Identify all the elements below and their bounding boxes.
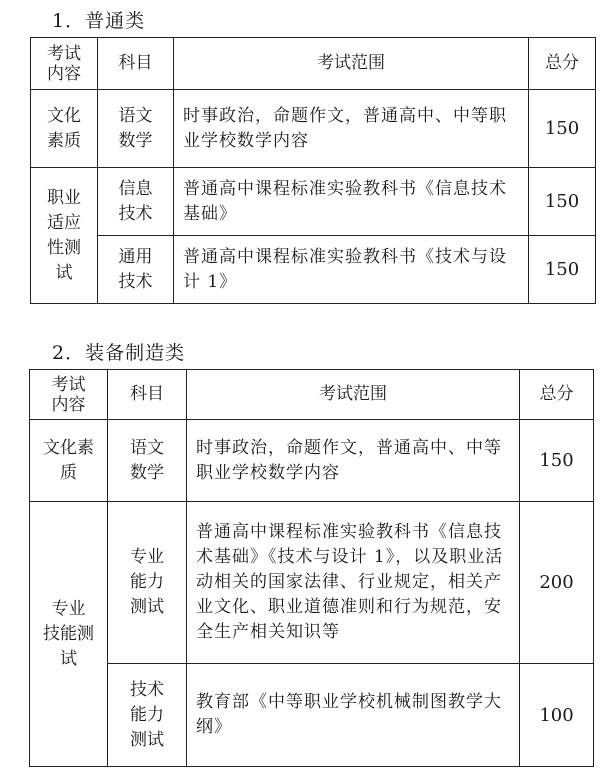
cell-content: 文化 素质: [31, 90, 98, 168]
cell-scope: 时事政治，命题作文，普通高中、中等职业学校数学内容: [187, 420, 520, 502]
cell-subject: 语文 数学: [108, 420, 187, 502]
cell-content: 专业 技能测 试: [30, 502, 108, 767]
cell-content: 职业 适应 性测 试: [31, 168, 98, 304]
cell-scope: 普通高中课程标准实验教科书《信息技术基础》《技术与设计 1》，以及职业活动相关的国家法律、行业规定，相关产业文化、职业道德准则和行为规范，安全生产相关知识等: [187, 502, 520, 664]
header-scope: 考试范围: [187, 370, 520, 420]
cell-subject: 技术 能力 测试: [108, 664, 187, 767]
cell-scope: 时事政治，命题作文，普通高中、中等职业学校数学内容: [174, 90, 529, 168]
header-subject: 科目: [98, 38, 174, 90]
table-row: [31, 236, 596, 304]
cell-subject: 通用 技术: [98, 236, 174, 304]
cell-scope: 教育部《中等职业学校机械制图教学大纲》: [187, 664, 520, 767]
table-row: [31, 168, 596, 236]
header-score: 总分: [529, 38, 596, 90]
section-title-general: 1．普通类: [52, 10, 146, 32]
cell-score: 150: [529, 236, 596, 304]
table-row: [30, 664, 594, 767]
header-content: 考试 内容: [31, 38, 98, 90]
table-header-row: [30, 370, 594, 420]
exam-table-equipment-manufacturing: [29, 369, 594, 767]
cell-score: 200: [520, 502, 594, 664]
cell-scope: 普通高中课程标准实验教科书《技术与设计 1》: [174, 236, 529, 304]
header-score: 总分: [520, 370, 594, 420]
cell-subject: 信息 技术: [98, 168, 174, 236]
table-row: [30, 420, 594, 502]
cell-score: 150: [520, 420, 594, 502]
cell-scope: 普通高中课程标准实验教科书《信息技术基础》: [174, 168, 529, 236]
table-header-row: [31, 38, 596, 90]
header-content: 考试 内容: [30, 370, 108, 420]
cell-score: 150: [529, 90, 596, 168]
table-row: [30, 502, 594, 664]
exam-table-general: [30, 37, 596, 304]
cell-score: 150: [529, 168, 596, 236]
cell-content: 文化素 质: [30, 420, 108, 502]
section-title-equipment-manufacturing: 2．装备制造类: [52, 342, 186, 364]
cell-subject: 专业 能力 测试: [108, 502, 187, 664]
cell-subject: 语文 数学: [98, 90, 174, 168]
header-subject: 科目: [108, 370, 187, 420]
header-scope: 考试范围: [174, 38, 529, 90]
table-row: [31, 90, 596, 168]
cell-score: 100: [520, 664, 594, 767]
